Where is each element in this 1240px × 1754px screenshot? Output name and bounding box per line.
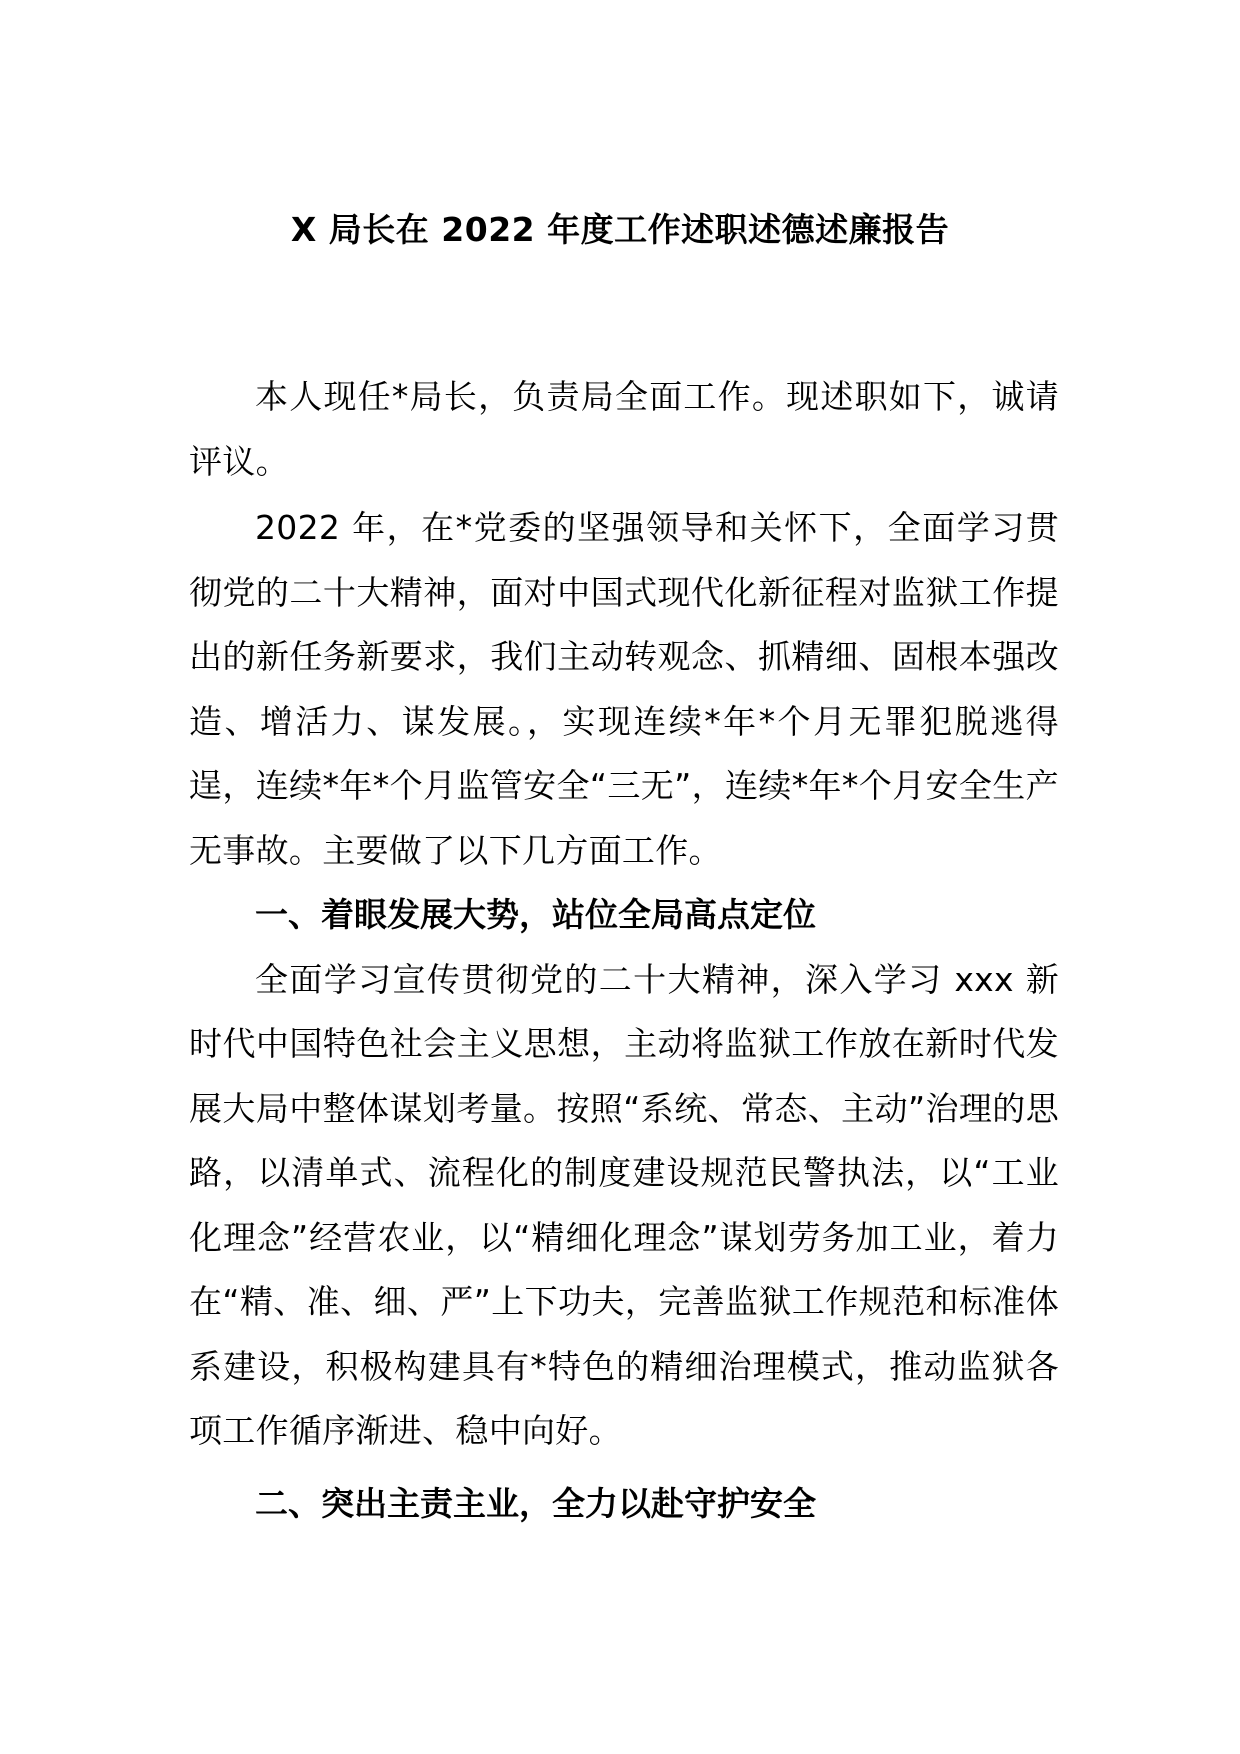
section-2-heading: 二、突出主责主业，全力以赴守护安全 [255, 1483, 816, 1523]
intro-paragraph: 本人现任*局长，负责局全面工作。现述职如下，诚请评议。 [189, 377, 1059, 481]
document-title: X 局长在 2022 年度工作述职述德述廉报告 [290, 210, 950, 249]
section-1-heading: 一、着眼发展大势，站位全局高点定位 [255, 895, 816, 934]
section-1-paragraph: 全面学习宣传贯彻党的二十大精神，深入学习 xxx 新时代中国特色社会主义思想，主动将监狱工作放在新时代发展大局中整体谋划考量。按照“系统、常态、主动”治理的思路，以清单式、流程化的制度建设规范民警执法，以“工业化理念”经营农业，以“精细化理念”谋划劳务加工业，着力在“精、准、细、严”上下功夫，完善监狱工作规范和标准体系建设，积极构建具有*特色的精细治理模式，推动监狱各项工作循序渐进、稳中向好。 [189, 959, 1059, 1450]
document-body [189, 365, 1059, 1536]
summary-paragraph: 2022 年，在*党委的坚强领导和关怀下，全面学习贯彻党的二十大精神，面对中国式现代化新征程对监狱工作提出的新任务新要求，我们主动转观念、抓精细、固根本强改造、增活力、谋发展。，实现连续*年*个月无罪犯脱逃得逞，连续*年*个月监管安全“三无”，连续*年*个月安全生产无事故。主要做了以下几方面工作。 [189, 508, 1059, 870]
